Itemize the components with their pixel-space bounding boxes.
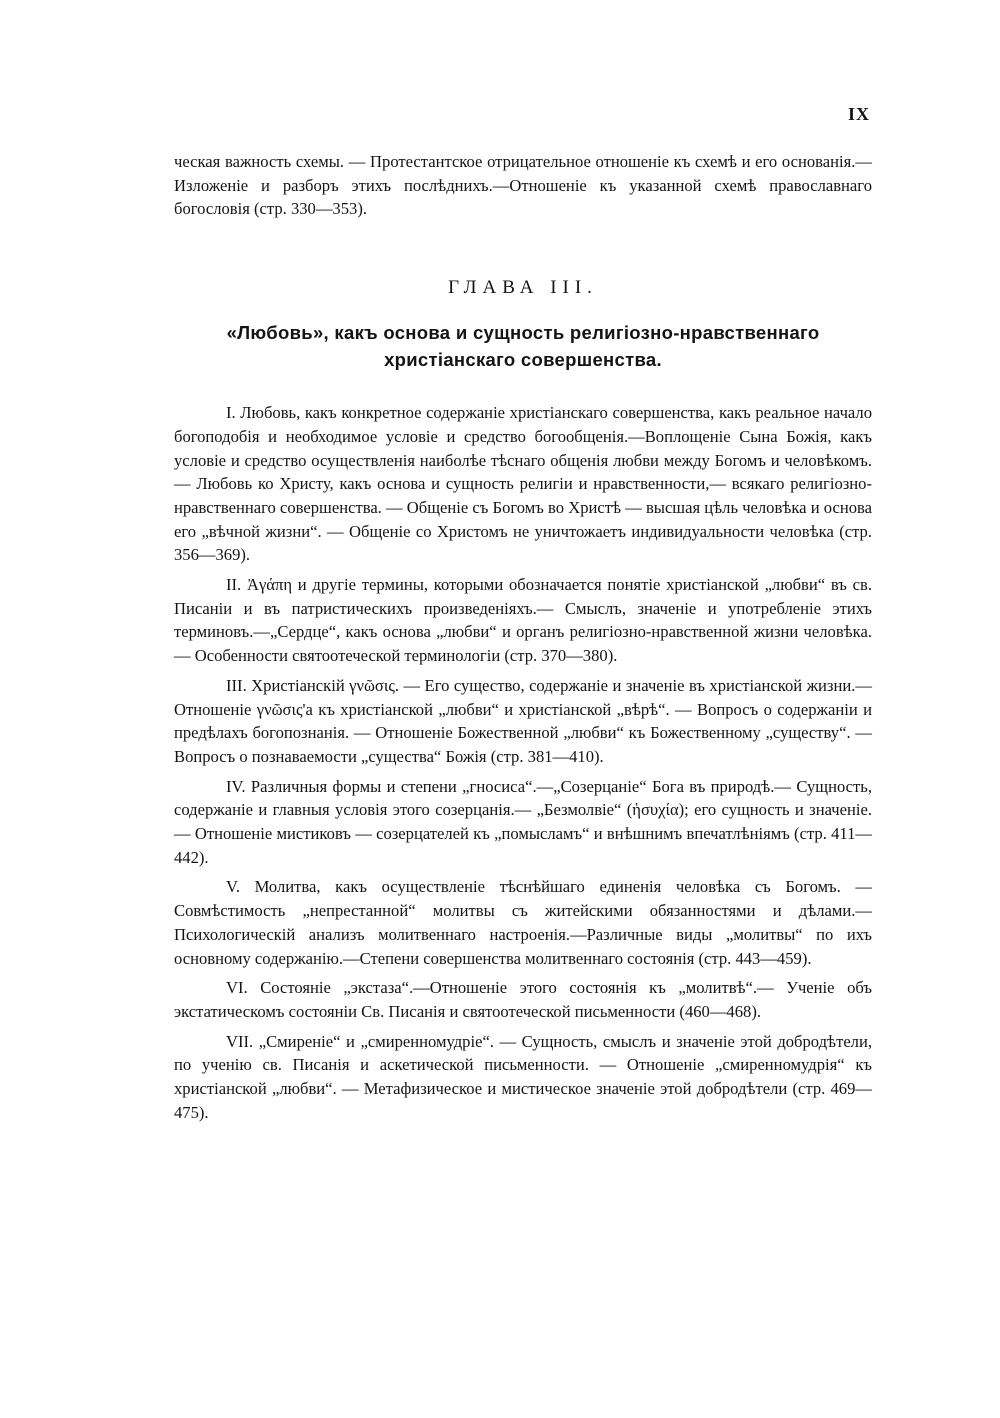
section-2-paragraph: II. Ἀγάπη и другіе термины, которыми обозначается понятіе христіанской „любви“ въ св. Писаніи и въ патристическихъ произведеніяхъ.— Смыслъ, значеніе и употребленіе этихъ терминовъ.—„Сердце“, какъ основа „любви“ и органъ религіозно-нравственной жизни человѣка. — Особенности святоотеческой терминологіи (стр. 370—380). — [174, 575, 872, 666]
chapter-title-line-2: христіанскаго совершенства. — [384, 349, 662, 371]
section-1-paragraph: I. Любовь, какъ конкретное содержаніе христіанскаго совершенства, какъ реальное начало богоподобія и необходимое условіе и средство богообщенія.—Воплощеніе Сына Божія, какъ условіе и средство осуществленія наиболѣе тѣснаго общенія любви между Богомъ и человѣкомъ.— Любовь ко Христу, какъ основа и сущность религіи и нравственности,— всякаго религіозно-нравственнаго совершенства. — Общеніе съ Богомъ во Христѣ — высшая цѣль человѣка и основа его „вѣчной жизни“. — Общеніе со Христомъ не уничтожаетъ индивидуальности человѣка (стр. 356—369). — [174, 403, 872, 565]
page-number: IX — [848, 104, 871, 124]
section-5-paragraph: V. Молитва, какъ осуществленіе тѣснѣйшаго единенія человѣка съ Богомъ. — Совмѣстимость „непрестанной“ молитвы съ житейскими обязанностями и дѣлами.—Психологическій анализъ молитвеннаго настроенія.—Различные виды „молитвы“ по ихъ основному содержанію.—Степени совершенства молитвеннаго состоянія (стр. 443—459). — [174, 877, 872, 968]
intro-paragraph: ческая важность схемы. — Протестантское отрицательное отношеніе къ схемѣ и его основанія.—Изложеніе и разборъ этихъ послѣднихъ.—Отношеніе къ указанной схемѣ православнаго богословія (стр. 330—353). — [174, 152, 872, 219]
section-6-paragraph: VI. Состояніе „экстаза“.—Отношеніе этого состоянія къ „молитвѣ“.— Ученіе объ экстатическомъ состояніи Св. Писанія и святоотеческой письменности (460—468). — [174, 978, 872, 1021]
page-content — [174, 150, 872, 1125]
chapter-title — [174, 319, 872, 373]
chapter-title-line-1: «Любовь», какъ основа и сущность религіозно-нравственнаго — [226, 322, 820, 344]
section-3-paragraph: III. Христіанскій γνῶσις. — Его существо, содержаніе и значеніе въ христіанской жизни.—Отношеніе γνῶσις'а къ христіанской „любви“ и христіанской „вѣрѣ“. — Вопросъ о содержаніи и предѣлахъ богопознанія. — Отношеніе Божественной „любви“ къ Божественному „существу“. — Вопросъ о познаваемости „существа“ Божія (стр. 381—410). — [174, 675, 872, 766]
chapter-heading: ГЛАВА III. — [448, 277, 598, 299]
section-4-paragraph: IV. Различныя формы и степени „гносиса“.—„Созерцаніе“ Бога въ природѣ.— Сущность, содержаніе и главныя условія этого созерцанія.— „Безмолвіе“ (ἡσυχία); его сущность и значеніе. — Отношеніе мистиковъ — созерцателей къ „помысламъ“ и внѣшнимъ впечатлѣніямъ (стр. 411—442). — [174, 776, 872, 867]
section-7-paragraph: VII. „Смиреніе“ и „смиренномудріе“. — Сущность, смыслъ и значеніе этой добродѣтели, по ученію св. Писанія и аскетической письменности. — Отношеніе „смиренномудрія“ къ христіанской „любви“. — Метафизическое и мистическое значеніе этой добродѣтели (стр. 469—475). — [174, 1031, 872, 1122]
